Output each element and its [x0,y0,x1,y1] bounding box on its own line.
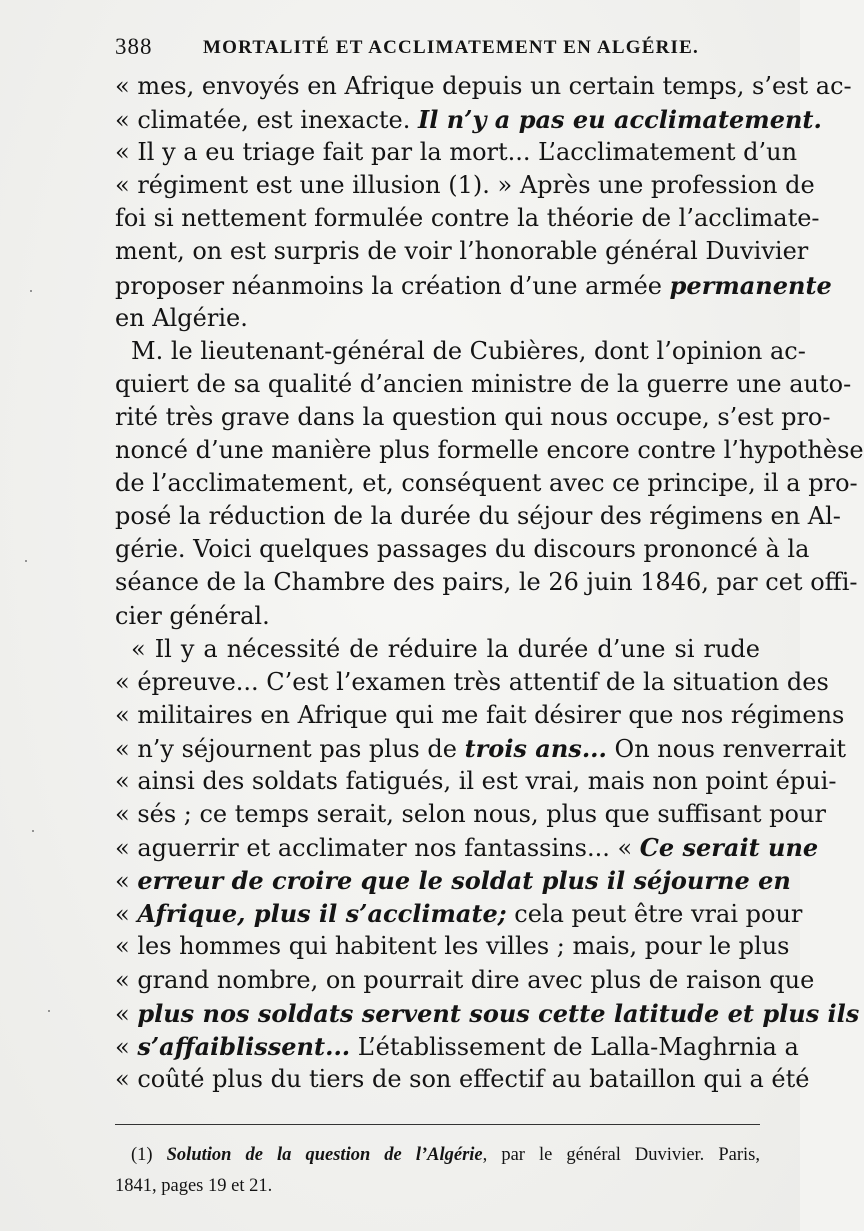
text-run: proposer néanmoins la création d’une armée [115,271,670,300]
text-line [115,600,760,633]
text-run: « [115,1032,138,1061]
italic-text: plus nos soldats servent sous cette latitude et plus ils [137,998,860,1028]
text-run: « sés ; ce temps serait, selon nous, plus que suffisant pour [115,800,826,829]
text-line [115,500,841,533]
text-run: L’établissement de Lalla-Maghrnia a [350,1032,799,1061]
text-run: « les hommes qui habitent les villes ; mais, pour le plus [115,932,790,961]
italic-text: Solution de la question de l’Algérie [166,1145,483,1165]
text-line [115,434,864,467]
text-run: cier général. [115,601,270,630]
text-line [115,1140,760,1171]
text-run: « militaires en Afrique qui me fait désirer que nos régimens [115,700,845,729]
text-run: « Il y a nécessité de réduire la durée d’une si rude [131,634,760,663]
text-run: « ainsi des soldats fatigués, il est vrai, mais non point épui- [115,766,837,795]
text-run: en Algérie. [115,303,248,332]
page-number: 388 [115,34,153,59]
text-run: On nous renverrait [606,734,847,763]
text-line [115,136,798,169]
text-run: , par le général Duvivier. Paris, [482,1145,760,1165]
text-run: rité très grave dans la question qui nous occupe, s’est pro- [115,402,831,431]
text-run: de l’acclimatement, et, conséquent avec ce principe, il a pro- [115,469,858,498]
text-line [115,1030,799,1063]
text-run: « coûté plus du tiers de son effectif au bataillon qui a été [115,1064,810,1093]
italic-text: trois ans... [464,733,607,763]
footnote [115,1140,760,1202]
text-run: « climatée, est inexacte. [115,106,418,135]
text-line [115,169,815,202]
text-run: séance de la Chambre des pairs, le 26 juin 1846, par cet offi- [115,568,858,597]
text-line [115,831,819,864]
text-line [115,666,829,699]
text-run: ment, on est surpris de voir l’honorable général Duvivier [115,237,809,266]
text-run: « aguerrir et acclimater nos fantassins... « [115,834,640,863]
text-run: (1) [131,1145,167,1165]
body-text [115,70,864,1096]
text-run: « Il y a eu triage fait par la mort... L’acclimatement d’un [115,138,798,167]
text-line [115,633,760,666]
text-line [115,566,858,599]
text-line [115,798,826,831]
text-line [115,765,837,798]
text-line [115,335,806,368]
text-run: cela peut être vrai pour [506,900,803,929]
text-line [115,103,822,136]
text-line [115,401,831,434]
text-run: « [115,867,138,896]
text-line [115,964,815,997]
text-line [115,699,845,732]
text-line [115,930,790,963]
text-run: « épreuve... C’est l’examen très attentif de la situation des [115,667,829,696]
text-line [115,202,820,235]
text-line [115,732,847,765]
italic-text: Afrique, plus il s’acclimate; [137,899,507,929]
text-run: posé la réduction de la durée du séjour des régimens en Al- [115,502,841,531]
text-run: « [115,999,138,1028]
text-line [115,1063,810,1096]
text-line [115,302,760,335]
text-run: quiert de sa qualité d’ancien ministre de la guerre une auto- [115,369,852,398]
text-line [115,467,858,500]
text-run: gérie. Voici quelques passages du discours prononcé à la [115,535,810,564]
text-run: foi si nettement formulée contre la théorie de l’acclimate- [115,204,820,233]
text-run: « mes, envoyés en Afrique depuis un certain temps, s’est ac- [115,72,852,100]
text-line [115,269,832,302]
italic-text: permanente [669,270,832,300]
italic-text: s’affaiblissent... [137,1031,351,1061]
running-title: MORTALITÉ ET ACCLIMATEMENT EN ALGÉRIE. [203,37,699,58]
text-run: « n’y séjournent pas plus de [115,734,465,763]
text-line [115,368,852,401]
text-line [115,533,810,566]
text-line [115,897,803,930]
page-header [115,34,765,64]
text-line [115,864,791,897]
text-run: « grand nombre, on pourrait dire avec plus de raison que [115,965,815,994]
text-run: « [115,900,138,929]
italic-text: Ce serait une [639,833,819,863]
text-line [115,997,860,1030]
text-run: « régiment est une illusion (1). » Après une profession de [115,171,815,200]
text-line [115,1171,760,1202]
italic-text: Il n’y a pas eu acclimatement. [418,105,822,135]
text-run: noncé d’une manière plus formelle encore contre l’hypothèse [115,436,864,465]
text-run: M. le lieutenant-général de Cubières, dont l’opinion ac- [131,336,806,365]
italic-text: erreur de croire que le soldat plus il séjourne en [137,866,791,896]
text-line [115,235,809,268]
footnote-rule [115,1124,760,1125]
text-run: 1841, pages 19 et 21. [115,1176,273,1196]
text-line [115,70,852,103]
